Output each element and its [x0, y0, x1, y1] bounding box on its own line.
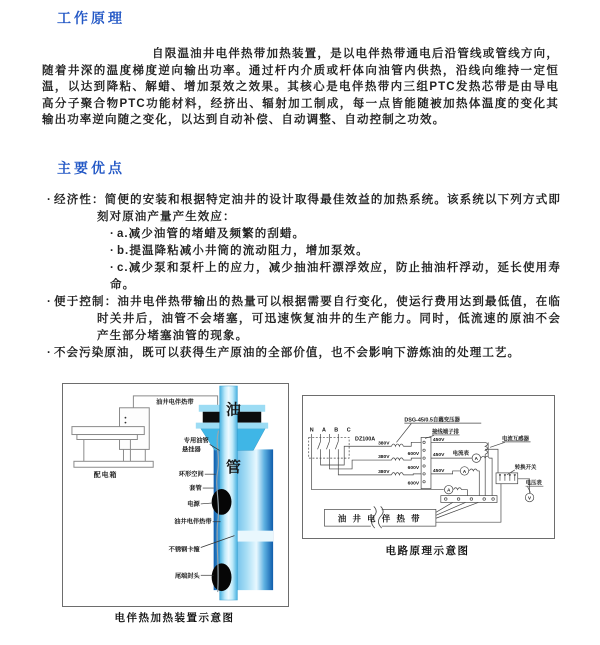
transformer-coil [392, 444, 404, 446]
pipe-char-oil: 油 [226, 402, 241, 419]
ammeter-symbol: A [474, 456, 478, 462]
bus-terminal [444, 498, 447, 501]
bus-terminal [470, 498, 473, 501]
advantage-head: 经济性： [53, 194, 105, 206]
advantage-text: 简便的安装和根据特定油井的设计取得最佳效益的加热系统。该系统以下列方式即刻对原油产量产生效应： [97, 194, 561, 223]
label-power-box: 配电箱 [93, 472, 118, 480]
terminal-block [421, 437, 431, 488]
tape-feed-wire [436, 502, 478, 518]
transformer-coil [392, 458, 404, 460]
bullet-dot: · [47, 347, 52, 359]
label-hanger-line1: 专用油管 [183, 437, 209, 445]
terminal-dot [423, 457, 425, 459]
power-connector-blob [212, 489, 232, 515]
device-diagram-caption: 电伴热加热装置示意图 [114, 612, 235, 624]
cabinet-base [74, 461, 153, 467]
circuit-diagram-caption: 电路原理示意图 [385, 545, 470, 557]
bus-terminal [483, 498, 486, 501]
tape-feed-wire [436, 502, 453, 512]
leader-line [201, 503, 213, 504]
voltmeter-symbol: V [528, 495, 532, 501]
principle-paragraph: 自限温油井电伴热带加热装置，是以电伴热带通电后沿管线或管线方向，随着井深的温度梯度逆向输出功率。通过杆内介质或杆体向油管内供热，沿线向维持一定恒温，以达到降粘、解蜡、增加泵效之效果。其核心是电伴热带内三组PTC发热芯带是由导电高分子聚合物PTC功能材料，经挤出、辐射加工制成，每一点皆能随被加热体温度的变化其输出功率逆向随之变化，以达到自动补偿、自动调整、自动控制之功效。 [42, 48, 559, 126]
wire-to-terminal-1 [403, 442, 421, 446]
advantage-item-control [42, 294, 561, 345]
advantages-list [42, 192, 561, 362]
indicator-dot [125, 422, 127, 424]
terminal-dot [423, 441, 425, 443]
bullet-dot: · [47, 296, 52, 308]
breaker-switch-poles [318, 437, 339, 458]
label-ammeter: 电流表 [452, 451, 469, 458]
advantage-item-economy [42, 192, 561, 226]
wire-row3-down [477, 471, 479, 496]
label-450v: 450V [432, 468, 445, 474]
label-450v: 450V [432, 437, 445, 443]
switch-contacts [499, 474, 515, 481]
leader-line [396, 424, 411, 443]
label-heat-tape-top: 油井电伴热带 [156, 398, 194, 406]
terminal-dot [423, 473, 425, 475]
ammeter-symbol: A [462, 468, 467, 474]
bullet-dot: · [110, 262, 115, 274]
advantage-head: 便于控制： [53, 296, 118, 308]
terminal-dot [423, 481, 425, 483]
label-heat-tape: 油井电伴热带 [174, 518, 212, 526]
meter-coil [454, 488, 462, 490]
leader-line [528, 487, 531, 493]
transformer-coil [392, 473, 404, 475]
leader-line [507, 470, 515, 475]
section-title-principle: 工作原理 [57, 10, 125, 26]
bullet-dot: · [47, 194, 52, 206]
label-clamp: 不锈钢卡箍 [168, 546, 200, 554]
bullet-dot: · [110, 228, 115, 240]
circuit-diagram [302, 395, 555, 539]
meter-coil [469, 469, 477, 471]
advantage-item-no-pollution [42, 345, 561, 362]
bus-terminal [492, 498, 495, 501]
advantage-subitem-a [42, 226, 561, 243]
label-current-transformer: 电流互感器 [501, 436, 529, 443]
heat-tape-box-label: 油 井 电 伴 热 带 [337, 513, 422, 524]
label-casing: 套管 [189, 485, 202, 493]
breaker-dashed-box [309, 437, 349, 458]
label-hanger-line2: 悬挂器 [182, 446, 201, 454]
label-450v: 450V [432, 453, 445, 459]
bus-terminal [457, 498, 460, 501]
leader-line [490, 442, 505, 447]
label-600v: 600V [407, 465, 420, 471]
terminal-dot [423, 449, 425, 451]
device-diagram-svg [63, 384, 288, 604]
section-title-advantages: 主要优点 [57, 160, 125, 176]
cabinet-stand-shelf [77, 435, 137, 440]
end-cap-blob [212, 563, 232, 591]
bus-bar [441, 496, 497, 503]
label-transformer: DSG-45/0.5自藕变压器 [404, 417, 460, 424]
ammeter-symbol: A [447, 487, 451, 493]
label-voltmeter: 电压表 [525, 480, 542, 487]
pipe-char-tube: 管 [226, 460, 241, 477]
subitem-text: a.减少油管的堵蜡及频繁的刮蜡。 [116, 228, 306, 240]
advantage-subitem-c [42, 260, 561, 294]
wire-neutral-down [462, 490, 468, 496]
advantage-subitem-b [42, 243, 561, 260]
wire-to-terminal-2 [403, 458, 421, 460]
cabinet-stand-top [72, 427, 144, 435]
label-end-cap: 尾端封头 [174, 573, 200, 581]
label-breaker: DZ100A [355, 436, 376, 443]
ct-coil [485, 442, 487, 454]
advantage-text: 油井电伴热带输出的热量可以根据需要自行变化，使运行费用达到最低值，在临时关井后，油管不会堵塞，可迅速恢复油井的生产能力。同时，低流速的原油不会产生部分堵塞油管的现象。 [97, 296, 562, 342]
subitem-text: b.提温降粘减小井筒的流动阻力，增加泵效。 [116, 245, 369, 257]
label-380v: 380V [378, 469, 390, 475]
label-380v: 380V [378, 455, 390, 461]
clamp-band [235, 531, 273, 542]
label-selector-switch: 转换开关 [514, 464, 537, 471]
subitem-text: c.减少泵和泵杆上的应力，减少抽油杆漂浮效应，防止抽油杆浮动，延长使用寿命。 [110, 262, 561, 291]
advantage-text: 不会污染原油，既可以获得生产原油的全部价值，也不会影响下游炼油的处理工艺。 [53, 347, 521, 359]
label-380v: 380V [378, 441, 390, 447]
terminal-dot [423, 465, 425, 467]
label-annulus: 环形空间 [178, 471, 204, 479]
indicator-dot [125, 417, 127, 419]
bullet-dot: · [110, 245, 115, 257]
device-diagram [62, 383, 289, 607]
wire-row2-down [489, 458, 492, 495]
circuit-diagram-svg [303, 396, 554, 536]
wire-to-terminal-3 [403, 474, 421, 475]
label-600v: 600V [407, 452, 420, 458]
label-power: 电源 [187, 500, 200, 508]
label-terminal-strip: 接线端子排 [431, 429, 459, 436]
label-600v: 600V [407, 481, 420, 487]
label-phases: N A B C [309, 427, 355, 434]
